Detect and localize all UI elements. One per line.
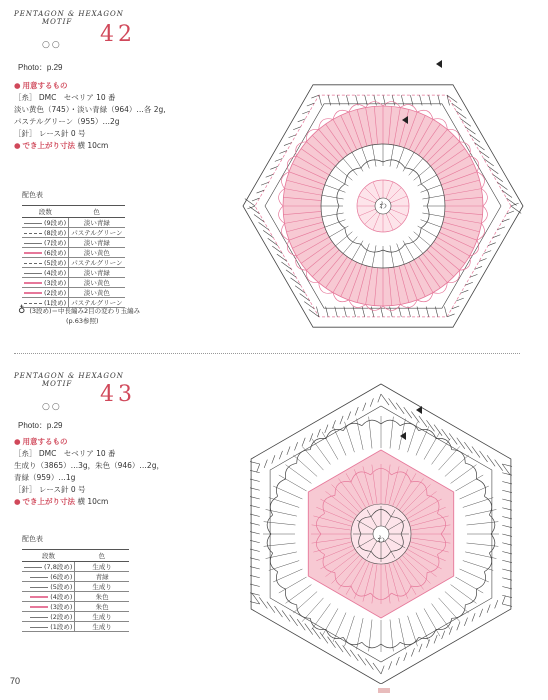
edge-stitch	[488, 166, 498, 173]
lace-stitch	[356, 419, 363, 450]
color-cell: 淡い黄色	[69, 278, 125, 288]
line-swatch-icon	[30, 617, 48, 618]
line-swatch-icon	[30, 577, 48, 578]
edge-stitch	[465, 127, 475, 134]
edge-stitch	[378, 394, 381, 402]
ink-smudge-icon	[378, 686, 392, 694]
edge-stitch	[419, 644, 422, 652]
lace-stitch	[264, 522, 296, 525]
line-swatch-icon	[30, 627, 48, 628]
lace-stitch	[322, 608, 338, 636]
color-cell: 淡い青緑	[69, 238, 125, 248]
edge-stitch	[297, 619, 305, 630]
color-cell: 朱色	[75, 602, 129, 612]
lace-stitch	[455, 577, 483, 593]
puff-stitch-icon: ♁	[18, 305, 26, 316]
pattern-number: 42	[100, 22, 136, 47]
lace-stitch	[432, 439, 451, 465]
lace-stitch	[451, 465, 477, 484]
color-cell: 青緑	[75, 572, 129, 582]
edge-stitch	[472, 613, 475, 621]
edge-stitch	[295, 286, 305, 293]
color-chart-row	[22, 572, 129, 582]
color-chart-row	[22, 582, 129, 592]
lace-stitch	[439, 446, 460, 470]
colors-line-2: パステルグリーン（955）…2g	[14, 117, 120, 126]
lace-stitch	[293, 455, 317, 476]
edge-stitch	[449, 626, 452, 634]
lace-stitch	[369, 620, 372, 652]
round-label: (9段め)	[44, 219, 67, 227]
round-cell	[22, 582, 75, 592]
lace-stitch	[269, 498, 299, 508]
edge-stitch	[389, 661, 392, 669]
color-chart-title: 配色表	[22, 535, 43, 543]
lace-stitch	[460, 569, 489, 582]
lace-stitch	[460, 486, 489, 499]
edge-stitch	[511, 203, 519, 206]
edge-stitch	[348, 412, 351, 420]
round-cell	[22, 278, 69, 288]
lace-stitch	[408, 616, 418, 646]
edge-stitch	[332, 420, 335, 428]
diagram-42-group	[243, 60, 523, 327]
edge-stitch	[495, 600, 498, 608]
color-chart-row	[22, 278, 125, 288]
color-chart-row	[22, 248, 125, 258]
edge-stitch	[350, 650, 358, 661]
stitch-note	[18, 306, 140, 326]
lace-stitch	[333, 613, 346, 642]
color-chart-header	[22, 206, 125, 218]
lace-stitch	[451, 585, 477, 604]
color-cell: 生成り	[75, 612, 129, 622]
lace-stitch	[302, 598, 323, 622]
edge-stitch	[289, 135, 297, 138]
edge-stitch	[302, 438, 305, 446]
edge-stitch	[358, 654, 366, 665]
edge-stitch	[479, 151, 489, 158]
lace-stitch	[312, 439, 331, 465]
lace-stitch	[273, 486, 302, 499]
series-title-line2: MOTIF	[42, 18, 73, 26]
lace-stitch	[416, 613, 429, 642]
round-cell	[22, 258, 69, 268]
edge-stitch	[411, 648, 414, 656]
line-swatch-icon	[30, 606, 48, 608]
edge-stitch	[310, 433, 313, 441]
round-label: (6段め)	[44, 249, 67, 257]
start-arrow-icon	[400, 432, 406, 440]
edge-stitch	[365, 659, 373, 670]
color-cell: 淡い黄色	[69, 288, 125, 298]
header-round: 段数	[22, 550, 75, 562]
color-chart-row	[22, 238, 125, 248]
edge-stitch	[480, 609, 483, 617]
edge-stitch	[290, 615, 298, 626]
edge-stitch	[263, 230, 273, 237]
color-chart-row	[22, 268, 125, 278]
edge-stitch	[487, 455, 495, 466]
round-cell	[22, 248, 69, 258]
lace-stitch	[445, 455, 469, 476]
color-chart-rows	[22, 218, 125, 308]
color-cell: 朱色	[75, 592, 129, 602]
lace-stitch	[293, 592, 317, 613]
edge-stitch	[245, 199, 255, 206]
colors-line: 淡い黄色（745）・淡い青緑（964）…各 2g,	[14, 105, 166, 114]
diagram-43-group	[250, 384, 512, 684]
line-swatch-icon	[30, 596, 48, 598]
round-cell	[22, 562, 75, 572]
round-label: (2段め)	[44, 289, 67, 297]
color-chart-row	[22, 612, 129, 622]
line-swatch-icon	[24, 243, 42, 244]
edge-stitch	[370, 398, 373, 406]
color-chart-row	[22, 228, 125, 238]
edge-stitch	[426, 639, 429, 647]
color-chart-rows	[22, 562, 129, 632]
edge-stitch	[264, 460, 267, 468]
edge-stitch	[465, 282, 473, 285]
line-swatch-icon	[24, 292, 42, 294]
color-cell: 生成り	[75, 582, 129, 592]
edge-stitch	[434, 425, 442, 436]
thread-line: ［糸］ DMC セベリア 10 番	[14, 93, 116, 102]
lace-stitch	[390, 417, 393, 449]
size-heading: ● でき上がり寸法	[14, 497, 75, 506]
lace-stitch	[322, 432, 338, 460]
color-chart-row	[22, 602, 129, 612]
edge-stitch	[279, 451, 282, 459]
edge-stitch	[502, 190, 512, 197]
start-arrow-icon	[436, 60, 442, 68]
color-chart-title: 配色表	[22, 191, 43, 199]
round-cell	[22, 268, 69, 278]
crochet-diagram-42	[238, 58, 528, 338]
edge-stitch	[294, 442, 297, 450]
lace-stitch	[369, 417, 372, 449]
lace-stitch	[286, 465, 312, 484]
lace-stitch	[264, 543, 296, 546]
edge-stitch	[497, 182, 507, 189]
round-label: (3段め)	[44, 279, 67, 287]
lace-stitch	[416, 426, 429, 455]
color-chart-row	[22, 288, 125, 298]
edge-stitch	[396, 657, 399, 665]
pattern-number: 43	[100, 382, 136, 407]
edge-stitch	[291, 278, 301, 285]
crochet-diagram-43	[250, 374, 512, 684]
edge-stitch	[456, 111, 466, 118]
edge-stitch	[320, 632, 328, 643]
edge-stitch	[257, 464, 260, 472]
color-cell: パステルグリーン	[69, 258, 125, 268]
lace-stitch	[467, 522, 499, 525]
edge-stitch	[419, 416, 427, 427]
note-line-1: (3段め)＝中長編み2目の変わり玉編み	[29, 307, 141, 315]
edge-stitch	[272, 455, 275, 463]
round-label: (5段め)	[50, 583, 73, 591]
edge-stitch	[268, 238, 278, 245]
edge-stitch	[343, 645, 351, 656]
edge-stitch	[340, 416, 343, 424]
color-cell: 淡い黄色	[69, 248, 125, 258]
edge-stitch	[404, 407, 412, 418]
diagram-center-label: わ	[377, 535, 385, 544]
lace-stitch	[345, 616, 355, 646]
round-cell	[22, 592, 75, 602]
diagram-center-label: わ	[379, 201, 387, 210]
edge-stitch	[259, 597, 267, 608]
edge-stitch	[373, 663, 381, 674]
lace-stitch	[356, 618, 363, 649]
edge-stitch	[396, 403, 404, 414]
color-cell: 淡い青緑	[69, 268, 125, 278]
color-cell: パステルグリーン	[69, 298, 125, 308]
edge-stitch	[286, 270, 296, 277]
series-title-line2: MOTIF	[42, 380, 73, 388]
difficulty-circles: ○○	[42, 402, 62, 412]
edge-stitch	[495, 460, 503, 471]
lace-stitch	[273, 569, 302, 582]
lace-stitch	[467, 543, 499, 546]
edge-stitch	[287, 447, 290, 455]
colors-line: 生成り（3865）…3g，朱色（946）…2g，	[14, 461, 164, 470]
size-heading: ● でき上がり寸法	[14, 141, 75, 150]
lace-stitch	[286, 585, 312, 604]
line-swatch-icon	[24, 252, 42, 254]
size-value: 横 10cm	[77, 497, 109, 506]
line-swatch-icon	[24, 282, 42, 284]
round-cell	[22, 228, 69, 238]
edge-stitch	[474, 143, 484, 150]
start-arrow-icon	[416, 406, 422, 414]
round-label: (1段め)	[44, 299, 67, 307]
color-cell: 生成り	[75, 622, 129, 632]
round-cell	[22, 612, 75, 622]
series-title-line1: PENTAGON & HEXAGON	[14, 372, 124, 380]
lace-stitch	[390, 620, 393, 652]
color-chart-row	[22, 218, 125, 228]
lace-stitch	[312, 604, 331, 630]
thread-line: ［糸］ DMC セベリア 10 番	[14, 449, 116, 458]
header-round: 段数	[22, 206, 69, 218]
round-label: (1段め)	[50, 623, 73, 631]
edge-stitch	[480, 451, 488, 462]
color-chart-table	[22, 205, 125, 308]
edge-stitch	[274, 606, 282, 617]
edge-stitch	[304, 302, 314, 309]
edge-stitch	[411, 412, 419, 423]
round-label: (4段め)	[44, 269, 67, 277]
edge-stitch	[319, 95, 322, 105]
edge-stitch	[457, 438, 465, 449]
header-color: 色	[69, 206, 125, 218]
lace-stitch	[399, 618, 406, 649]
round-label: (3段め)	[50, 603, 73, 611]
lace-stitch	[279, 577, 307, 593]
edge-stitch	[511, 206, 521, 213]
round-cell	[22, 238, 69, 248]
edge-stitch	[355, 407, 358, 415]
size-line	[14, 496, 214, 508]
edge-stitch	[470, 135, 480, 142]
pattern-43-section	[0, 358, 548, 688]
materials-list	[14, 80, 214, 152]
header-color: 色	[75, 550, 129, 562]
round-label: (5段め)	[44, 259, 67, 267]
color-chart-table	[22, 549, 129, 632]
round-label: (7段め)	[44, 239, 67, 247]
edge-stitch	[484, 158, 494, 165]
materials-list	[14, 436, 214, 508]
materials-heading: ● 用意するもの	[14, 80, 214, 92]
edge-stitch	[277, 254, 287, 261]
lace-stitch	[463, 498, 493, 508]
round-cell	[22, 218, 69, 228]
color-cell: 生成り	[75, 562, 129, 572]
line-swatch-icon	[24, 567, 42, 568]
edge-stitch	[259, 222, 269, 229]
edge-stitch	[335, 641, 343, 652]
edge-stitch	[502, 596, 505, 604]
edge-stitch	[488, 243, 496, 246]
edge-stitch	[272, 246, 282, 253]
size-value: 横 10cm	[77, 141, 109, 150]
note-line-2: (p.63参照)	[66, 317, 99, 325]
lace-stitch	[445, 592, 469, 613]
photo-reference: Photo：p.29	[18, 63, 63, 72]
needle-line: ［針］ レース針 0 号	[14, 485, 86, 494]
line-swatch-icon	[24, 233, 42, 234]
lace-stitch	[463, 561, 493, 571]
edge-stitch	[461, 119, 471, 126]
round-label: (4段め)	[50, 593, 73, 601]
needle-line: ［針］ レース針 0 号	[14, 129, 86, 138]
line-swatch-icon	[30, 587, 48, 588]
lace-stitch	[424, 432, 440, 460]
color-cell: パステルグリーン	[69, 228, 125, 238]
materials-heading: ● 用意するもの	[14, 436, 214, 448]
color-chart	[22, 534, 129, 632]
series-title-line1: PENTAGON & HEXAGON	[14, 10, 124, 18]
lace-stitch	[439, 598, 460, 622]
color-chart-header	[22, 550, 129, 562]
edge-stitch	[487, 604, 490, 612]
color-chart	[22, 190, 125, 308]
edge-stitch	[363, 403, 366, 411]
edge-stitch	[442, 631, 445, 639]
page-number: 70	[10, 676, 21, 686]
round-cell	[22, 602, 75, 612]
round-label: (8段め)	[44, 229, 67, 237]
edge-stitch	[493, 235, 501, 238]
edge-stitch	[464, 618, 467, 626]
size-line	[14, 140, 214, 152]
edge-stitch	[472, 447, 480, 458]
edge-stitch	[452, 103, 462, 110]
line-swatch-icon	[24, 303, 42, 304]
color-chart-row	[22, 592, 129, 602]
edge-stitch	[381, 666, 384, 674]
edge-stitch	[267, 602, 275, 613]
edge-stitch	[506, 198, 516, 205]
lace-stitch	[269, 561, 299, 571]
line-swatch-icon	[24, 223, 42, 224]
round-label: (2段め)	[50, 613, 73, 621]
lace-stitch	[279, 475, 307, 491]
line-swatch-icon	[24, 273, 42, 274]
round-cell	[22, 288, 69, 298]
edge-stitch	[434, 635, 437, 643]
lace-stitch	[432, 604, 451, 630]
lace-stitch	[424, 608, 440, 636]
photo-reference: Photo：p.29	[18, 421, 63, 430]
section-divider	[14, 353, 520, 354]
edge-stitch	[305, 624, 313, 635]
edge-stitch	[464, 442, 472, 453]
lace-stitch	[302, 446, 323, 470]
edge-stitch	[300, 294, 310, 301]
edge-stitch	[404, 653, 407, 661]
lace-stitch	[408, 422, 418, 452]
edge-stitch	[261, 182, 269, 185]
colors-line-2: 青緑（959）…1g	[14, 473, 76, 482]
edge-stitch	[325, 425, 328, 433]
edge-stitch	[493, 174, 503, 181]
lace-stitch	[333, 426, 346, 455]
round-cell	[22, 572, 75, 582]
difficulty-circles: ○○	[42, 40, 62, 50]
round-cell	[22, 622, 75, 632]
edge-stitch	[281, 262, 291, 269]
color-cell: 淡い青緑	[69, 218, 125, 228]
round-label: (6段め)	[50, 573, 73, 581]
lace-stitch	[455, 475, 483, 491]
edge-stitch	[247, 206, 255, 209]
edge-stitch	[444, 307, 447, 317]
color-chart-row	[22, 562, 129, 572]
edge-stitch	[381, 394, 389, 405]
round-label: (7,8段め)	[44, 563, 73, 571]
color-chart-row	[22, 258, 125, 268]
edge-stitch	[282, 610, 290, 621]
edge-stitch	[389, 398, 397, 409]
edge-stitch	[457, 622, 460, 630]
edge-stitch	[254, 214, 264, 221]
edge-stitch	[449, 433, 457, 444]
lace-stitch	[345, 422, 355, 452]
line-swatch-icon	[24, 263, 42, 264]
color-chart-row	[22, 622, 129, 632]
edge-stitch	[317, 429, 320, 437]
